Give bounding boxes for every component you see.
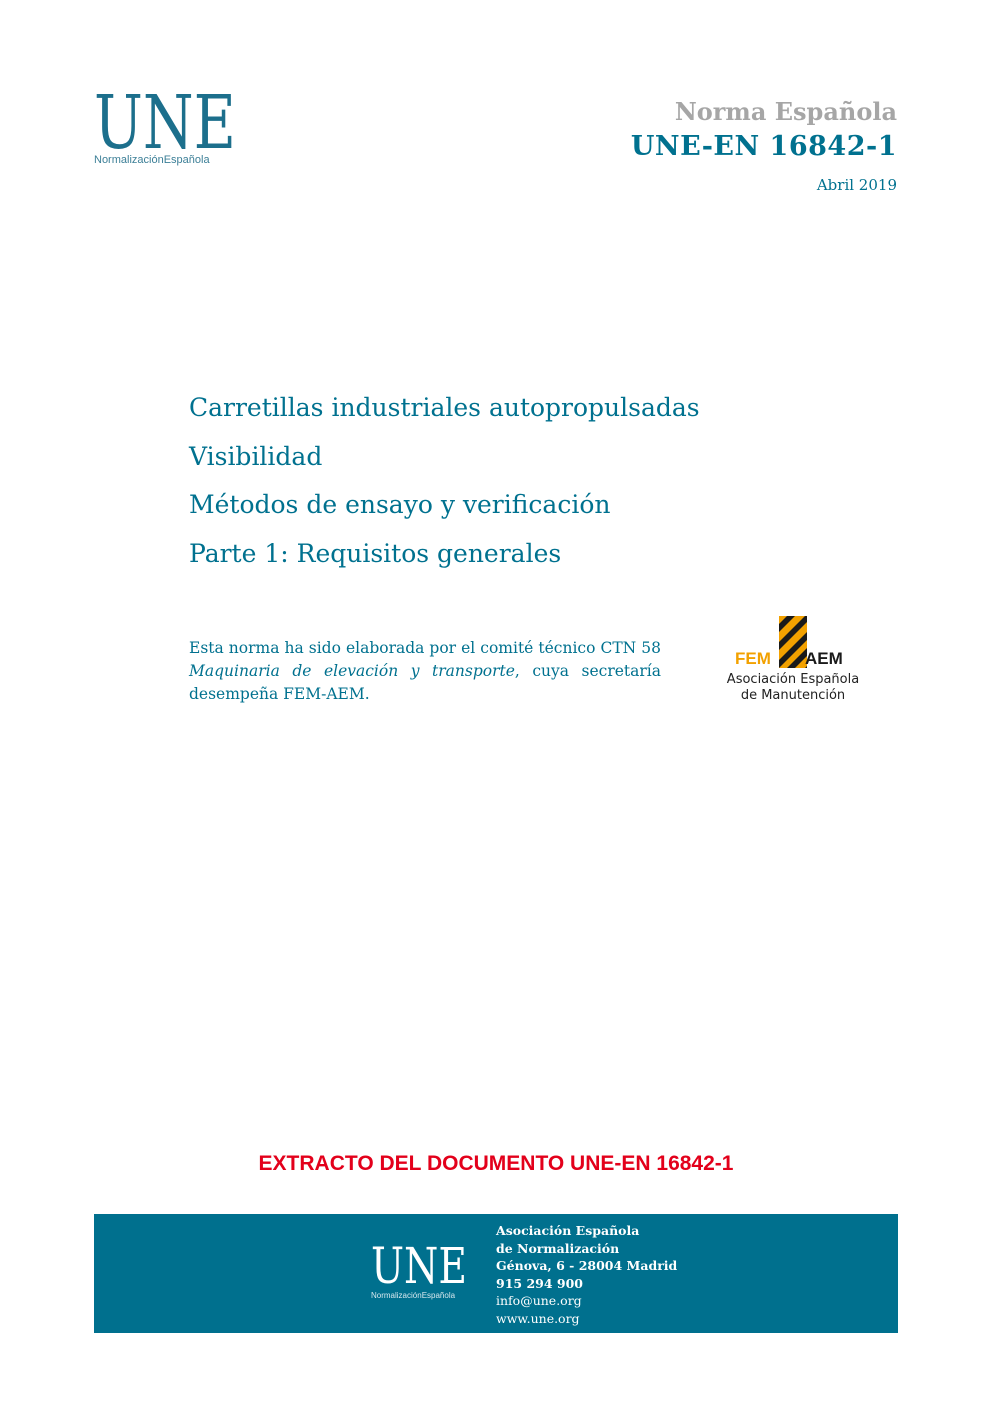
fem-aem-stripes-icon: [779, 616, 807, 668]
title-line: Parte 1: Requisitos generales: [189, 538, 562, 568]
norma-code: UNE-EN 16842-1: [630, 131, 897, 162]
footer-une-subtitle-a: Normalización: [371, 1291, 422, 1300]
footer-address: Génova, 6 - 28004 Madrid: [496, 1258, 678, 1273]
fem-aem-line1: Asociación Española: [726, 672, 860, 687]
une-logo-letters: UNE: [94, 90, 236, 152]
document-titles: [189, 384, 700, 578]
fem-aem-line2: de Manutención: [740, 688, 846, 703]
norma-label: Norma Española: [674, 97, 897, 126]
aem-text: AEM: [805, 649, 843, 668]
footer-org-line1: Asociación Española: [496, 1223, 640, 1238]
norma-header: [631, 96, 897, 194]
footer-une-subtitle-b: Española: [421, 1291, 456, 1300]
footer: [94, 1214, 898, 1333]
footer-org-line2: de Normalización: [496, 1240, 620, 1256]
committee-statement: [189, 637, 661, 706]
une-logo-subtitle-b: Española: [163, 154, 210, 166]
une-logo: [94, 90, 244, 166]
committee-text: Esta norma ha sido elaborada por el comité técnico CTN 58: [189, 639, 661, 657]
footer-une-logo: [371, 1244, 471, 1300]
footer-email-link[interactable]: info@une.org: [496, 1293, 582, 1308]
footer-une-subtitle: [371, 1291, 471, 1300]
une-logo-mark: [94, 90, 236, 152]
footer-contact: [496, 1222, 677, 1327]
une-logo-subtitle: [94, 154, 244, 166]
title-line: Visibilidad: [189, 441, 323, 471]
une-logo-subtitle-a: Normalización: [94, 154, 164, 166]
committee-text-end: , cuya secretaría desempeña FEM-AEM.: [189, 662, 661, 703]
title-line: Carretillas industriales autopropulsadas: [189, 393, 700, 422]
footer-une-letters: UNE: [371, 1244, 467, 1286]
title-line: Métodos de ensayo y verificación: [189, 490, 611, 519]
fem-text: FEM: [735, 649, 771, 668]
norma-date: Abril 2019: [816, 176, 897, 194]
footer-web-link[interactable]: www.une.org: [496, 1310, 580, 1326]
fem-aem-logo: [720, 614, 866, 706]
extract-banner: EXTRACTO DEL DOCUMENTO UNE-EN 16842-1: [258, 1152, 734, 1175]
footer-une-logo-mark: [371, 1244, 467, 1286]
committee-name: Maquinaria de elevación y transporte: [189, 662, 515, 680]
footer-phone: 915 294 900: [496, 1275, 583, 1291]
